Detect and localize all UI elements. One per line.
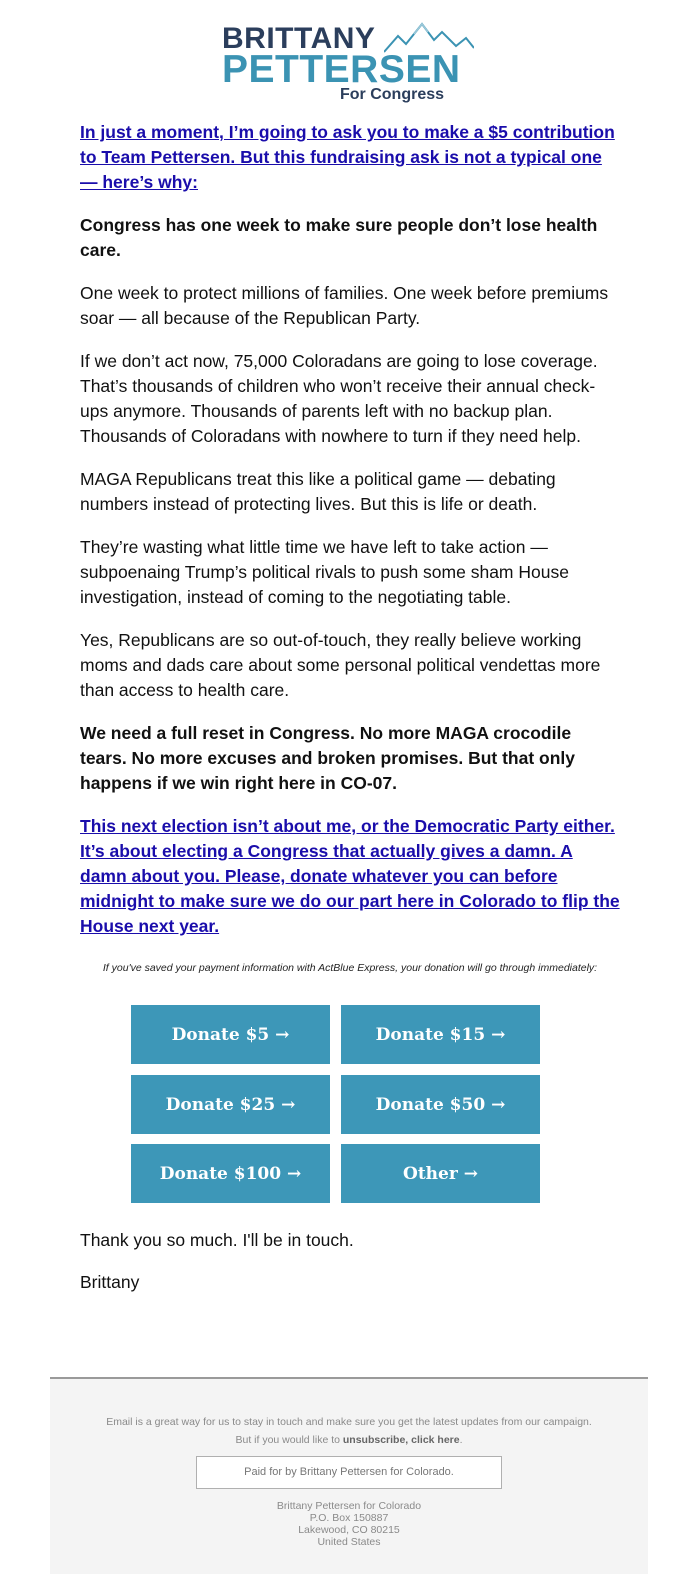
- donate-other-button[interactable]: Other →: [341, 1144, 540, 1203]
- donate-5-button[interactable]: Donate $5 →: [131, 1005, 330, 1064]
- address-line-2: P.O. Box 150887: [309, 1512, 389, 1524]
- footer-line-2-suffix: .: [459, 1434, 463, 1446]
- campaign-logo: [0, 0, 700, 110]
- body-paragraph-2: If we don’t act now, 75,000 Coloradans are going to lose coverage. That’s thousands of children who won’t receive their annual check-ups anymore. Thousands of parents left with no backup plan. Thousands of Coloradans with nowhere to turn if they need help.: [80, 351, 598, 446]
- bold-paragraph: We need a full reset in Congress. No more MAGA crocodile tears. No more excuses and broken promises. But that only happens if we win right here in CO-07.: [80, 723, 575, 793]
- intro-donate-link[interactable]: In just a moment, I’m going to ask you to make a $5 contribution to Team Pettersen. But this fundraising ask is not a typical one — here’s why:: [80, 122, 615, 192]
- body-paragraph-3: MAGA Republicans treat this like a political game — debating numbers instead of protecting lives. But this is life or death.: [80, 469, 556, 514]
- footer-line-1: Email is a great way for us to stay in touch and make sure you get the latest updates from our campaign.: [106, 1416, 592, 1428]
- address-line-1: Brittany Pettersen for Colorado: [276, 1500, 422, 1512]
- footer-line-2: [50, 1431, 648, 1449]
- logo-tagline: For Congress: [340, 86, 445, 103]
- closing: [80, 1228, 354, 1295]
- address-line-4: United States: [317, 1536, 381, 1548]
- signature: Brittany: [80, 1272, 140, 1292]
- body-paragraph-4: They’re wasting what little time we have left to take action — subpoenaing Trump’s political rivals to push some sham House investigation, instead of coming to the negotiating table.: [80, 537, 569, 607]
- actblue-express-note: If you've saved your payment information with ActBlue Express, your donation will go through immediately:: [102, 962, 598, 974]
- donate-25-button[interactable]: Donate $25 →: [131, 1075, 330, 1134]
- footer-line-2-prefix: But if you would like to: [235, 1434, 343, 1446]
- unsubscribe-link[interactable]: unsubscribe, click here: [342, 1434, 460, 1446]
- footer-message: [50, 1413, 648, 1449]
- paid-for-disclaimer: Paid for by Brittany Pettersen for Colorado.: [196, 1456, 502, 1489]
- ask-donate-link[interactable]: This next election isn’t about me, or the Democratic Party either. It’s about electing a Congress that actually gives a damn. A damn about you. Please, donate whatever you can before midnight to make sure we do our part here in Colorado to flip the House next year.: [80, 816, 620, 936]
- address-line-3: Lakewood, CO 80215: [298, 1524, 400, 1536]
- body-paragraph-1: One week to protect millions of families. One week before premiums soar — all because of the Republican Party.: [80, 283, 609, 328]
- logo-first-name: BRITTANY: [222, 22, 376, 55]
- donate-100-button[interactable]: Donate $100 →: [131, 1144, 330, 1203]
- headline-paragraph: Congress has one week to make sure people don’t lose health care.: [80, 215, 598, 260]
- logo-last-name: PETTERSEN: [222, 48, 461, 91]
- body-paragraph-5: Yes, Republicans are so out-of-touch, they really believe working moms and dads care about some personal political vendettas more than access to health care.: [80, 630, 601, 700]
- email-body: [80, 120, 620, 957]
- donate-50-button[interactable]: Donate $50 →: [341, 1075, 540, 1134]
- mailing-address: [50, 1500, 648, 1548]
- thank-you-text: Thank you so much. I'll be in touch.: [80, 1230, 354, 1250]
- email-footer: [50, 1377, 648, 1574]
- donate-15-button[interactable]: Donate $15 →: [341, 1005, 540, 1064]
